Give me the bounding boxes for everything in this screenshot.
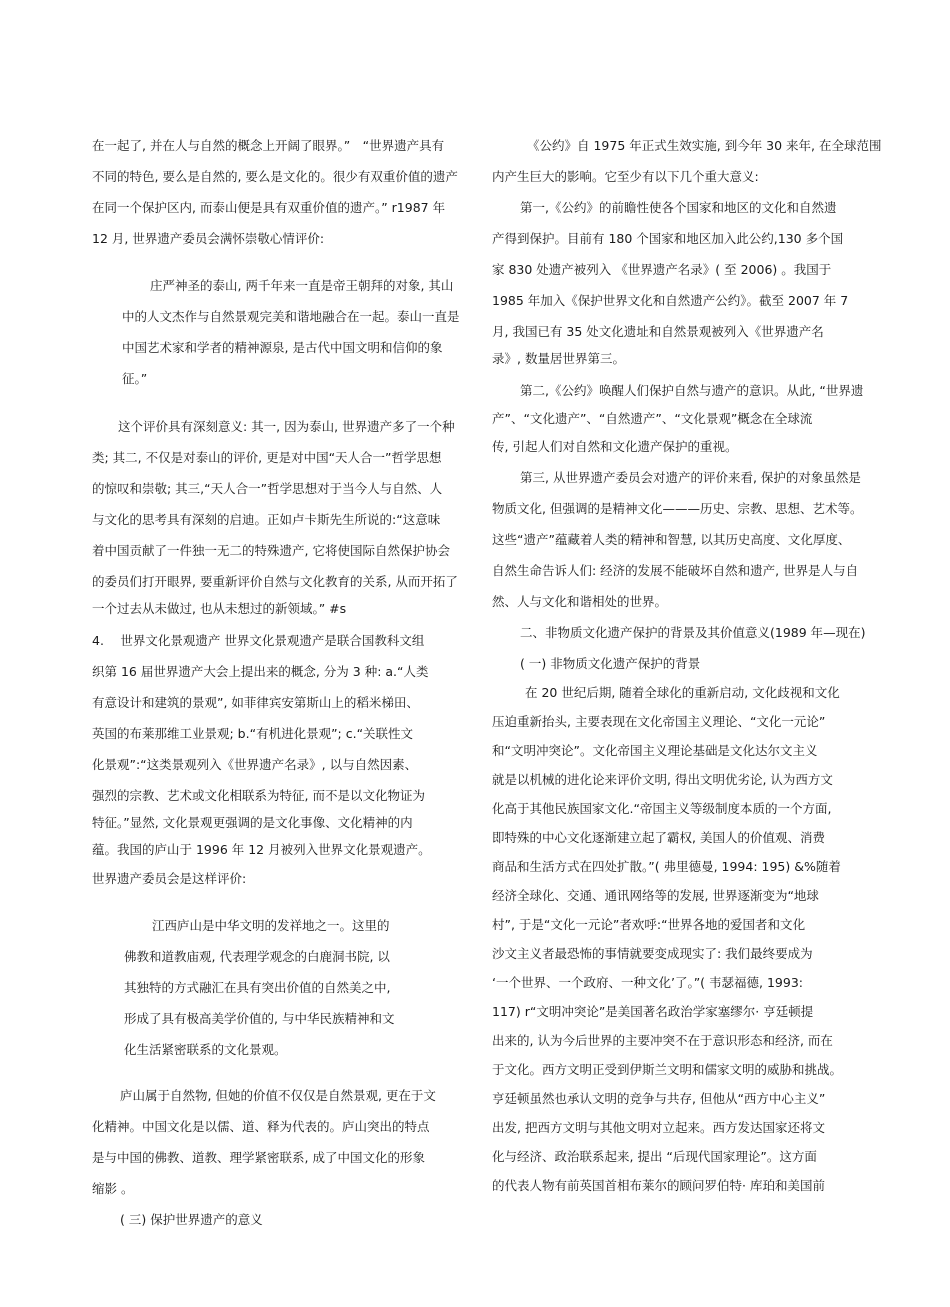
quote-line: 中的人文杰作与自然景观完美和谐地融合在一起。泰山一直是 xyxy=(122,309,460,324)
text-line: 1985 年加入《保护世界文化和自然遗产公约》。截至 2007 年 7 xyxy=(492,293,849,308)
text-line: 缩影 。 xyxy=(92,1181,134,1196)
quote-line: 佛教和道教庙观, 代表理学观念的白鹿洞书院, 以 xyxy=(124,949,390,964)
text-line: 然、人与文化和谐相处的世界。 xyxy=(492,594,668,609)
quote-line: 化生活紧密联系的文化景观。 xyxy=(124,1042,287,1057)
text-line: 蕴。我国的庐山于 1996 年 12 月被列入世界文化景观遗产。 xyxy=(92,842,431,857)
text-line: 化景观”:“这类景观列入《世界遗产名录》, 以与自然因素、 xyxy=(92,757,418,772)
text-line: 商品和生活方式在四处扩散。”( 弗里德曼, 1994: 195) &%随着 xyxy=(492,859,841,874)
text-line: 出来的, 认为今后世界的主要冲突不在于意识形态和经济, 而在 xyxy=(492,1033,833,1048)
text-line: 内产生巨大的影响。它至少有以下几个重大意义: xyxy=(492,169,759,184)
text-line: 在一起了, 并在人与自然的概念上开阔了眼界。” “世界遗产具有 xyxy=(92,138,445,153)
text-line: 月, 我国已有 35 处文化遗址和自然景观被列入《世界遗产名 xyxy=(492,324,824,339)
text-line: 一个过去从未做过, 也从未想过的新领域。” #s xyxy=(92,601,347,616)
text-line: 物质文化, 但强调的是精神文化———历史、宗教、思想、艺术等。 xyxy=(492,501,863,516)
text-line: 特征。”显然, 文化景观更强调的是文化事像、文化精神的内 xyxy=(92,815,413,830)
text-line: 出发, 把西方文明与其他文明对立起来。西方发达国家还将文 xyxy=(492,1120,825,1135)
quote-line: 庄严神圣的泰山, 两千年来一直是帝王朝拜的对象, 其山 xyxy=(150,278,454,293)
text-line: 这个评价具有深刻意义: 其一, 因为泰山, 世界遗产多了一个种 xyxy=(118,419,455,434)
section-heading: 4. 世界文化景观遗产 世界文化景观遗产是联合国教科文组 xyxy=(92,633,425,648)
text-line: 类; 其二, 不仅是对泰山的评价, 更是对中国“天人合一”哲学思想 xyxy=(92,450,442,465)
quote-line: 形成了具有极高美学价值的, 与中华民族精神和文 xyxy=(124,1011,395,1026)
quote-line: 江西庐山是中华文明的发祥地之一。这里的 xyxy=(152,918,390,933)
text-line: 第二,《公约》唤醒人们保护自然与遗产的意识。从此, “世界遗 xyxy=(520,383,864,398)
text-line: 就是以机械的进化论来评价文明, 得出文明优劣论, 认为西方文 xyxy=(492,772,833,787)
text-line: 录》, 数量居世界第三。 xyxy=(492,351,625,366)
text-line: 着中国贡献了一件独一无二的特殊遗产, 它将使国际自然保护协会 xyxy=(92,543,450,558)
text-line: 自然生命告诉人们: 经济的发展不能破坏自然和遗产, 世界是人与自 xyxy=(492,563,859,578)
text-line: 沙文主义者最恐怖的事情就要变成现实了: 我们最终要成为 xyxy=(492,946,813,961)
text-line: ‘一个世界、一个政府、一种文化’了。”( 韦瑟福德, 1993: xyxy=(492,975,803,990)
text-line: 家 830 处遗产被列入 《世界遗产名录》( 至 2006) 。我国于 xyxy=(492,262,832,277)
text-line: 12 月, 世界遗产委员会满怀崇敬心情评价: xyxy=(92,231,325,246)
text-line: 这些“遗产”蕴藏着人类的精神和智慧, 以其历史高度、文化厚度、 xyxy=(492,532,851,547)
text-line: 在 20 世纪后期, 随着全球化的重新启动, 文化歧视和文化 xyxy=(525,685,840,700)
subsection-heading: ( 一) 非物质文化遗产保护的背景 xyxy=(520,656,701,671)
text-line: 和“文明冲突论”。文化帝国主义理论基础是文化达尔文主义 xyxy=(492,743,818,758)
text-line: 有意设计和建筑的景观”, 如菲律宾安第斯山上的稻米梯田、 xyxy=(92,695,419,710)
text-line: 传, 引起人们对自然和文化遗产保护的重视。 xyxy=(492,439,738,454)
text-line: 产得到保护。目前有 180 个国家和地区加入此公约,130 多个国 xyxy=(492,231,844,246)
text-line: 压迫重新抬头, 主要表现在文化帝国主义理论、“文化一元论” xyxy=(492,714,826,729)
text-line: 庐山属于自然物, 但她的价值不仅仅是自然景观, 更在于文 xyxy=(120,1088,436,1103)
quote-line: 其独特的方式融汇在具有突出价值的自然美之中, xyxy=(124,980,391,995)
text-line: 于文化。西方文明正受到伊斯兰文明和儒家文明的威胁和挑战。 xyxy=(492,1062,843,1077)
text-line: 即特殊的中心文化逐渐建立起了霸权, 美国人的价值观、消费 xyxy=(492,830,825,845)
text-line: 与文化的思考具有深刻的启迪。正如卢卡斯先生所说的:“这意味 xyxy=(92,512,441,527)
text-line: 第三, 从世界遗产委员会对遗产的评价来看, 保护的对象虽然是 xyxy=(520,470,861,485)
text-line: 117) r“文明冲突论”是美国著名政治学家塞缪尔· 亨廷顿提 xyxy=(492,1004,814,1019)
text-line: 《公约》自 1975 年正式生效实施, 到今年 30 来年, 在全球范围 xyxy=(527,138,882,153)
text-line: 化与经济、政治联系起来, 提出 “后现代国家理论”。这方面 xyxy=(492,1149,817,1164)
text-line: 产”、“文化遗产”、“自然遗产”、“文化景观”概念在全球流 xyxy=(492,411,813,426)
text-line: 村”, 于是“文化一元论”者欢呼:“世界各地的爱国者和文化 xyxy=(492,917,806,932)
section-heading: 二、非物质文化遗产保护的背景及其价值意义(1989 年—现在) xyxy=(520,625,866,640)
text-line: 世界遗产委员会是这样评价: xyxy=(92,871,247,886)
section-heading: ( 三) 保护世界遗产的意义 xyxy=(120,1212,263,1227)
text-line: 化精神。中国文化是以儒、道、释为代表的。庐山突出的特点 xyxy=(92,1119,430,1134)
text-line: 的代表人物有前英国首相布莱尔的顾问罗伯特· 库珀和美国前 xyxy=(492,1178,825,1193)
text-line: 不同的特色, 要么是自然的, 要么是文化的。很少有双重价值的遗产 xyxy=(92,169,458,184)
text-line: 的惊叹和崇敬; 其三,“天人合一”哲学思想对于当今人与自然、人 xyxy=(92,481,443,496)
text-line: 经济全球化、交通、通讯网络等的发展, 世界逐渐变为“地球 xyxy=(492,888,819,903)
text-line: 第一,《公约》的前瞻性使各个国家和地区的文化和自然遗 xyxy=(520,200,837,215)
text-line: 在同一个保护区内, 而泰山便是具有双重价值的遗产。” r1987 年 xyxy=(92,200,446,215)
text-line: 织第 16 届世界遗产大会上提出来的概念, 分为 3 种: a.“人类 xyxy=(92,664,429,679)
text-line: 亨廷顿虽然也承认文明的竞争与共存, 但他从“西方中心主义” xyxy=(492,1091,826,1106)
text-line: 强烈的宗教、艺术或文化相联系为特征, 而不是以文化物证为 xyxy=(92,788,425,803)
quote-line: 征。” xyxy=(122,371,148,386)
text-line: 化高于其他民族国家文化.“帝国主义等级制度本质的一个方面, xyxy=(492,801,832,816)
quote-line: 中国艺术家和学者的精神源泉, 是古代中国文明和信仰的象 xyxy=(122,340,443,355)
text-line: 是与中国的佛教、道教、理学紧密联系, 成了中国文化的形象 xyxy=(92,1150,425,1165)
text-line: 英国的布莱那维工业景观; b.“有机进化景观”; c.“关联性文 xyxy=(92,726,414,741)
text-line: 的委员们打开眼界, 要重新评价自然与文化教育的关系, 从而开拓了 xyxy=(92,574,458,589)
